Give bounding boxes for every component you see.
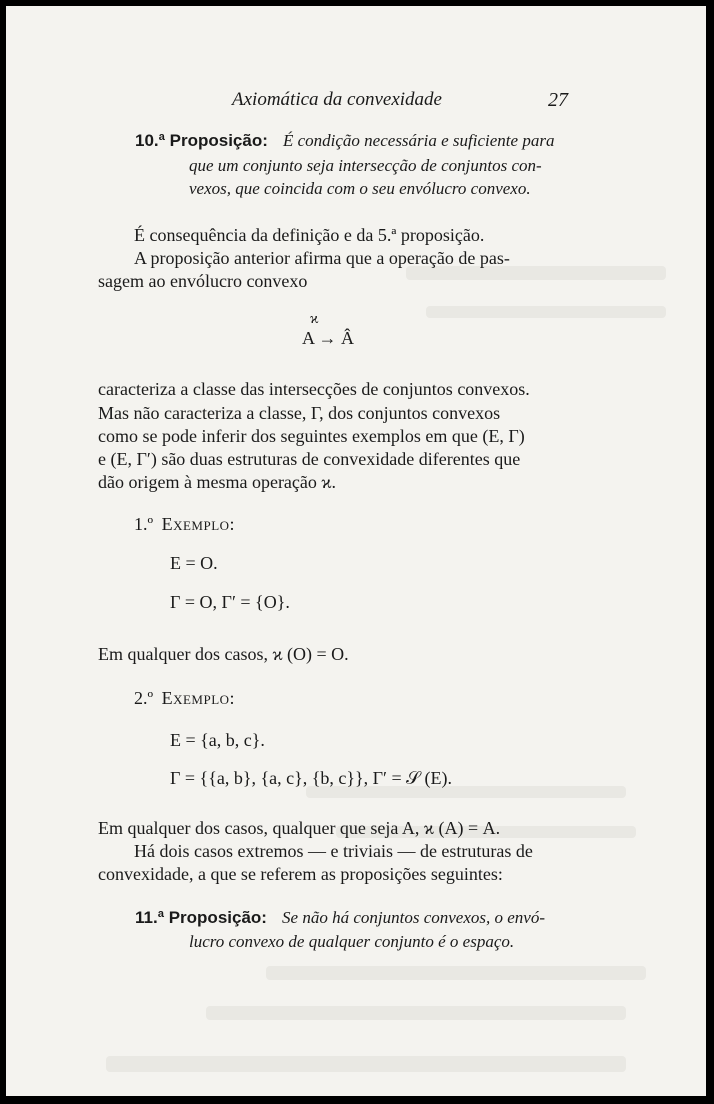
- kappa-operator-symbol: ϰ: [310, 311, 319, 327]
- book-page: [6, 6, 706, 1096]
- proposition-11-number: 11.ª Proposição:: [135, 908, 267, 927]
- example-2-conclusion: Em qualquer dos casos, qualquer que seja A, ϰ (A) = A.: [98, 818, 501, 838]
- example-1-heading: [134, 514, 235, 535]
- example-2-number: 2.º: [134, 688, 154, 708]
- example-2-equation-1: E = {a, b, c}.: [170, 730, 265, 750]
- example-2-equation-2: Γ = {{a, b}, {a, c}, {b, c}}, Γ′ = 𝒮 (E).: [170, 768, 453, 788]
- paragraph-3-line-4: e (E, Γ′) são duas estruturas de convexidade diferentes que: [98, 449, 521, 469]
- paragraph-4-line-2: convexidade, a que se referem as proposições seguintes:: [98, 864, 503, 884]
- proposition-10-line1: [135, 131, 554, 151]
- paragraph-3-line-5: dão origem à mesma operação ϰ.: [98, 472, 336, 492]
- paragraph-2-line-1: A proposição anterior afirma que a operação de pas-: [134, 248, 510, 268]
- example-2-heading: [134, 688, 235, 709]
- hull-operation-formula: A → Â: [302, 328, 355, 348]
- example-1-label: Exemplo:: [161, 514, 236, 534]
- proposition-10-text-1: É condição necessária e suficiente para: [282, 131, 555, 150]
- paragraph-3-line-1: caracteriza a classe das intersecções de conjuntos convexos.: [98, 379, 530, 399]
- page-number: 27: [548, 89, 568, 111]
- paragraph-4-line-1: Há dois casos extremos — e triviais — de estruturas de: [134, 841, 533, 861]
- example-1-equation-1: E = O.: [170, 553, 218, 573]
- example-1-conclusion: Em qualquer dos casos, ϰ (O) = O.: [98, 644, 349, 664]
- paragraph-3-line-2: Mas não caracteriza a classe, Γ, dos conjuntos convexos: [98, 403, 501, 423]
- paragraph-3-line-3: como se pode inferir dos seguintes exemplos em que (E, Γ): [98, 426, 525, 446]
- proposition-11-text-2: lucro convexo de qualquer conjunto é o espaço.: [189, 932, 515, 951]
- example-1-number: 1.º: [134, 514, 154, 534]
- example-2-label: Exemplo:: [161, 688, 236, 708]
- paragraph-2-line-2: sagem ao envólucro convexo: [98, 271, 308, 291]
- proposition-10-text-2: que um conjunto seja intersecção de conjuntos con-: [189, 156, 542, 175]
- paragraph-consequence: É consequência da definição e da 5.ª proposição.: [134, 225, 485, 245]
- proposition-11-line1: [135, 908, 545, 928]
- proposition-10-number: 10.ª Proposição:: [135, 131, 268, 150]
- proposition-10-text-3: vexos, que coincida com o seu envólucro convexo.: [189, 179, 531, 198]
- running-title: Axiomática da convexidade: [232, 89, 442, 110]
- proposition-11-text-1: Se não há conjuntos convexos, o envó-: [282, 908, 545, 927]
- example-1-equation-2: Γ = O, Γ′ = {O}.: [170, 592, 290, 612]
